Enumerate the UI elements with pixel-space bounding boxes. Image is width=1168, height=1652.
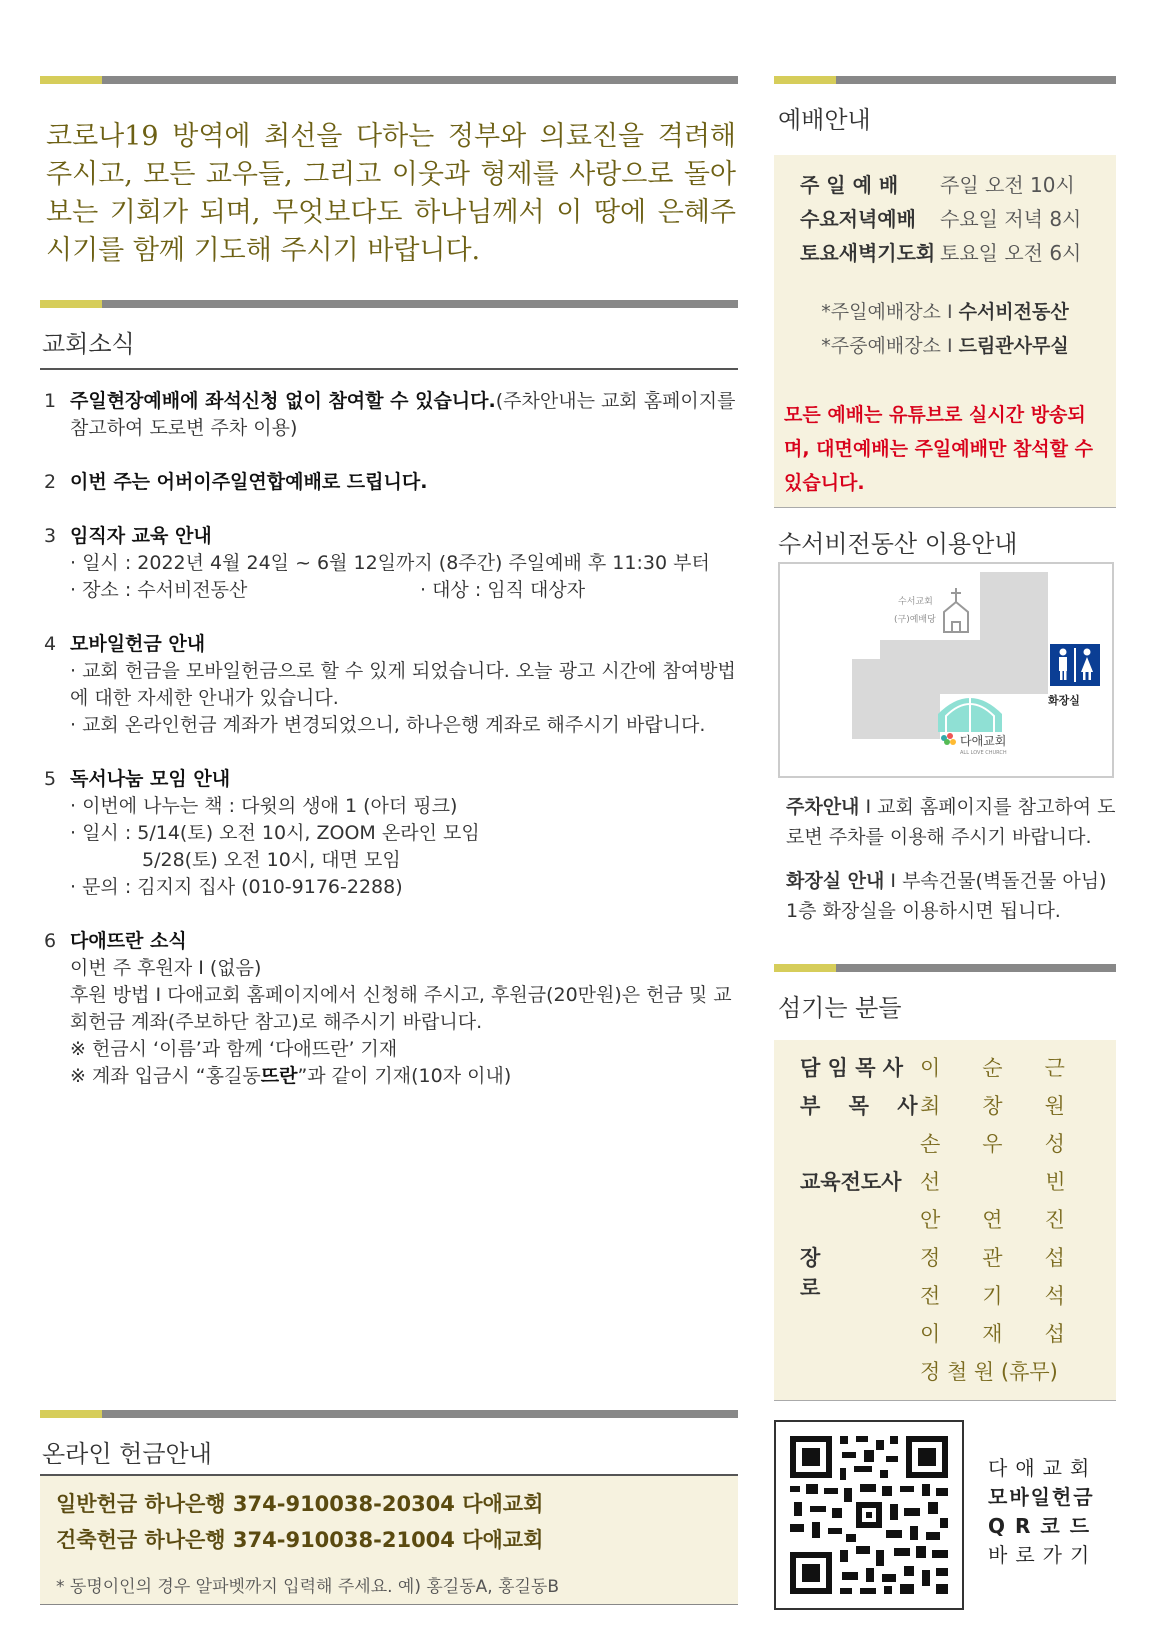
news-bar: [40, 300, 738, 308]
news-title: 교회소식: [42, 330, 135, 358]
news-item-2: 2 이번 주는 어버이주일연합예배로 드립니다.: [44, 471, 428, 493]
building-account: 건축헌금 하나은행 374-910038-21004 다애교회: [56, 1528, 544, 1552]
news-list: [44, 388, 744, 1117]
news-item-1: 1 주일현장예배에 좌석신청 없이 참여할 수 있습니다.(주차안내는 교회 홈페이지를 참고하여 도로변 주차 이용): [44, 390, 736, 439]
broadcast-notice: 모든 예배는 유튜브로 실시간 방송되며, 대면예배는 주일예배만 참석할 수 있습니다.: [784, 404, 1093, 494]
svg-text:수서교회: 수서교회: [898, 597, 933, 607]
news-item-3: 3 임직자 교육 안내 · 일시 : 2022년 4월 24일 ~ 6월 12일까지 (8주간) 주일예배 후 11:30 부터 · 장소 : 수서비전동산 · 대상 : 임직 대상자: [44, 525, 710, 601]
news-divider: [40, 368, 738, 370]
svg-text:ALL LOVE CHURCH: ALL LOVE CHURCH: [960, 750, 1007, 756]
staff-bar: [774, 964, 1116, 972]
top-bar: [40, 76, 738, 84]
staff-box: 담 임 목 사 이 순 근 부 목 사 최 창 원 손 우 성 교육전도사 선 빈 안 연 진 장 로 정 관 섭 전 기 석 이 재 섭 정 철 원 (휴무): [774, 1040, 1116, 1400]
news-item-5: 5 독서나눔 모임 안내 · 이번에 나누는 책 : 다윗의 생애 1 (아더 핑크) · 일시 : 5/14(토) 오전 10시, ZOOM 온라인 모임 5/28(토) 오전 10시, 대면 모임 · 문의 : 김지지 집사 (010-9176-2288): [44, 768, 480, 898]
greenhouse-icon: [938, 694, 1002, 732]
staff-title: 섬기는 분들: [778, 994, 902, 1022]
restroom-icon: [1050, 644, 1100, 686]
intro-message: 코로나19 방역에 최선을 다하는 정부와 의료진을 격려해 주시고, 모든 교우들, 그리고 이웃과 형제를 사랑으로 돌아보는 기회가 되며, 무엇보다도 하나님께서 이 땅에 은혜주시기를 함께 기도해 주시기 바랍니다.: [46, 121, 736, 266]
svg-text:(구)예배당: (구)예배당: [894, 615, 936, 625]
worship-bar: [774, 76, 1116, 84]
map-drawing: [780, 564, 1112, 776]
campus-map: [778, 562, 1114, 778]
svg-text:다애교회: 다애교회: [960, 734, 1007, 748]
online-note: * 동명이인의 경우 알파벳까지 입력해 주세요. 예) 홍길동A, 홍길동B: [56, 1577, 560, 1597]
qr-code[interactable]: [774, 1420, 964, 1610]
church-logo-icon: [941, 733, 956, 745]
general-account: 일반헌금 하나은행 374-910038-20304 다애교회: [56, 1492, 544, 1516]
online-title: 온라인 헌금안내: [42, 1440, 212, 1468]
qr-code-icon: [776, 1422, 962, 1608]
online-bar: [40, 1410, 738, 1418]
worship-title: 예배안내: [778, 106, 871, 134]
news-item-4: 4 모바일헌금 안내 · 교회 헌금을 모바일헌금으로 할 수 있게 되었습니다. 오늘 광고 시간에 참여방법에 대한 자세한 안내가 있습니다. · 교회 온라인헌금 계좌가 변경되었으니, 하나은행 계좌로 해주시기 바랍니다.: [44, 633, 736, 736]
parking-info: 주차안내 I 교회 홈페이지를 참고하여 도로변 주차를 이용해 주시기 바랍니다. 화장실 안내 I 부속건물(벽돌건물 아님) 1층 화장실을 이용하시면 됩니다.: [786, 796, 1116, 922]
online-box: [40, 1476, 738, 1604]
worship-box: 주 일 예 배 주일 오전 10시 수요저녁예배 수요일 저녁 8시 토요새벽기도회 토요일 오전 6시 *주일예배장소 I 수서비전동산 *주중예배장소 I 드림관사무실 모든 예배는 유튜브로 실시간 방송되며, 대면예배는 주일예배만 참석할 수 있습니다.: [774, 155, 1116, 507]
svg-text:화장실: 화장실: [1048, 694, 1080, 707]
qr-caption: 다애교회 모바일헌금 QR코드 바로가기: [988, 1456, 1100, 1567]
map-title: 수서비전동산 이용안내: [778, 530, 1018, 558]
news-item-6: 6 다애뜨란 소식 이번 주 후원자 I (없음) 후원 방법 I 다애교회 홈페이지에서 신청해 주시고, 후원금(20만원)은 헌금 및 교회헌금 계좌(주보하단 참고)로 해주시기 바랍니다. ※ 헌금시 ‘이름’과 함께 ‘다애뜨란’ 기재 ※ 계좌 입금시 “홍길동뜨란”과 같이 기재(10자 이내): [44, 930, 732, 1087]
